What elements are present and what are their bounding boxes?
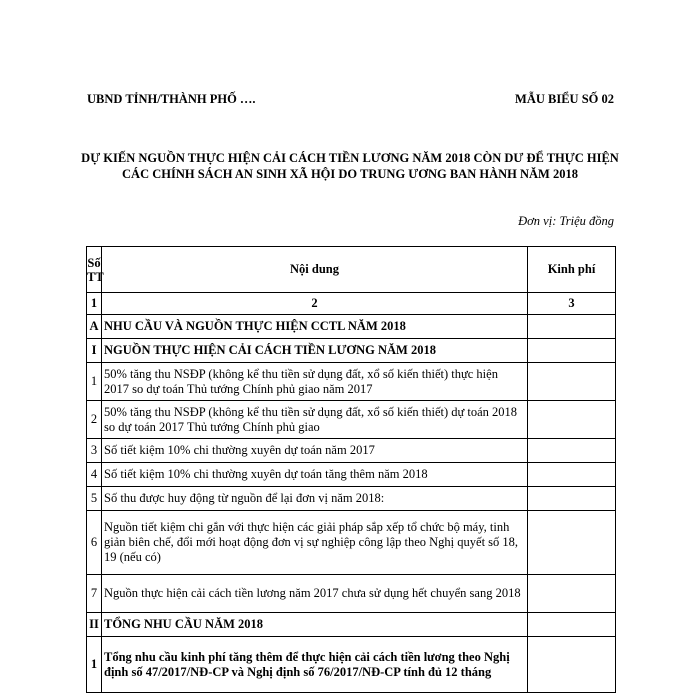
header-amount: Kinh phí [528, 247, 616, 293]
row-content: Nguồn thực hiện cải cách tiền lương năm 2017 chưa sử dụng hết chuyển sang 2018 [102, 575, 528, 613]
row-stt: I [87, 339, 102, 363]
table-header-row [87, 247, 616, 293]
header-left: UBND TỈNH/THÀNH PHỐ …. [87, 92, 256, 106]
table-row [87, 575, 616, 613]
row-amount [528, 511, 616, 575]
document-title: DỰ KIẾN NGUỒN THỰC HIỆN CẢI CÁCH TIỀN LƯƠNG NĂM 2018 CÒN DƯ ĐỂ THỰC HIỆN CÁC CHÍNH SÁCH AN SINH XÃ HỘI DO TRUNG ƯƠNG BAN HÀNH NĂM 2018 [81, 151, 619, 181]
row-content: Tổng nhu cầu kinh phí tăng thêm để thực hiện cải cách tiền lương theo Nghị định số 47/2017/NĐ-CP và Nghị định số 76/2017/NĐ-CP tính đủ 12 tháng [102, 637, 528, 693]
table-row [87, 463, 616, 487]
table-row [87, 511, 616, 575]
row-amount [528, 463, 616, 487]
table-row [87, 401, 616, 439]
index-stt: 1 [87, 293, 102, 315]
row-amount [528, 315, 616, 339]
row-content: 50% tăng thu NSĐP (không kể thu tiền sử dụng đất, xổ số kiến thiết) thực hiện 2017 so dự toán Thủ tướng Chính phủ giao năm 2017 [102, 363, 528, 401]
index-amount: 3 [528, 293, 616, 315]
table-row [87, 363, 616, 401]
row-stt: 2 [87, 401, 102, 439]
budget-table [86, 246, 616, 693]
table-row [87, 439, 616, 463]
row-stt: 3 [87, 439, 102, 463]
row-amount [528, 487, 616, 511]
row-content: Số tiết kiệm 10% chi thường xuyên dự toán năm 2017 [102, 439, 528, 463]
row-content: Số thu được huy động từ nguồn để lại đơn vị năm 2018: [102, 487, 528, 511]
row-stt: 1 [87, 363, 102, 401]
row-stt: 1 [87, 637, 102, 693]
row-stt: 7 [87, 575, 102, 613]
table-row [87, 487, 616, 511]
row-content: NHU CẦU VÀ NGUỒN THỰC HIỆN CCTL NĂM 2018 [102, 315, 528, 339]
table-row [87, 613, 616, 637]
row-content: Số tiết kiệm 10% chi thường xuyên dự toán tăng thêm năm 2018 [102, 463, 528, 487]
row-content: NGUỒN THỰC HIỆN CẢI CÁCH TIỀN LƯƠNG NĂM 2018 [102, 339, 528, 363]
row-stt: A [87, 315, 102, 339]
table-row [87, 315, 616, 339]
row-amount [528, 439, 616, 463]
row-amount [528, 363, 616, 401]
row-content: Nguồn tiết kiệm chi gắn với thực hiện các giải pháp sắp xếp tổ chức bộ máy, tinh giản biên chế, đổi mới hoạt động đơn vị sự nghiệp công lập theo Nghị quyết số 18, 19 (nếu có) [102, 511, 528, 575]
table-index-row [87, 293, 616, 315]
row-content: 50% tăng thu NSĐP (không kể thu tiền sử dụng đất, xổ số kiến thiết) dự toán 2018 so dự toán 2017 Thủ tướng Chính phủ giao [102, 401, 528, 439]
table-row [87, 339, 616, 363]
row-amount [528, 637, 616, 693]
row-stt: 4 [87, 463, 102, 487]
unit-label: Đơn vị: Triệu đồng [518, 214, 614, 228]
row-amount [528, 401, 616, 439]
row-stt: II [87, 613, 102, 637]
index-content: 2 [102, 293, 528, 315]
row-stt: 5 [87, 487, 102, 511]
header-content: Nội dung [102, 247, 528, 293]
row-amount [528, 339, 616, 363]
form-number: MẪU BIỂU SỐ 02 [515, 92, 614, 106]
row-stt: 6 [87, 511, 102, 575]
table-row [87, 637, 616, 693]
row-content: TỔNG NHU CẦU NĂM 2018 [102, 613, 528, 637]
header-stt: Số TT [87, 247, 102, 293]
row-amount [528, 575, 616, 613]
row-amount [528, 613, 616, 637]
